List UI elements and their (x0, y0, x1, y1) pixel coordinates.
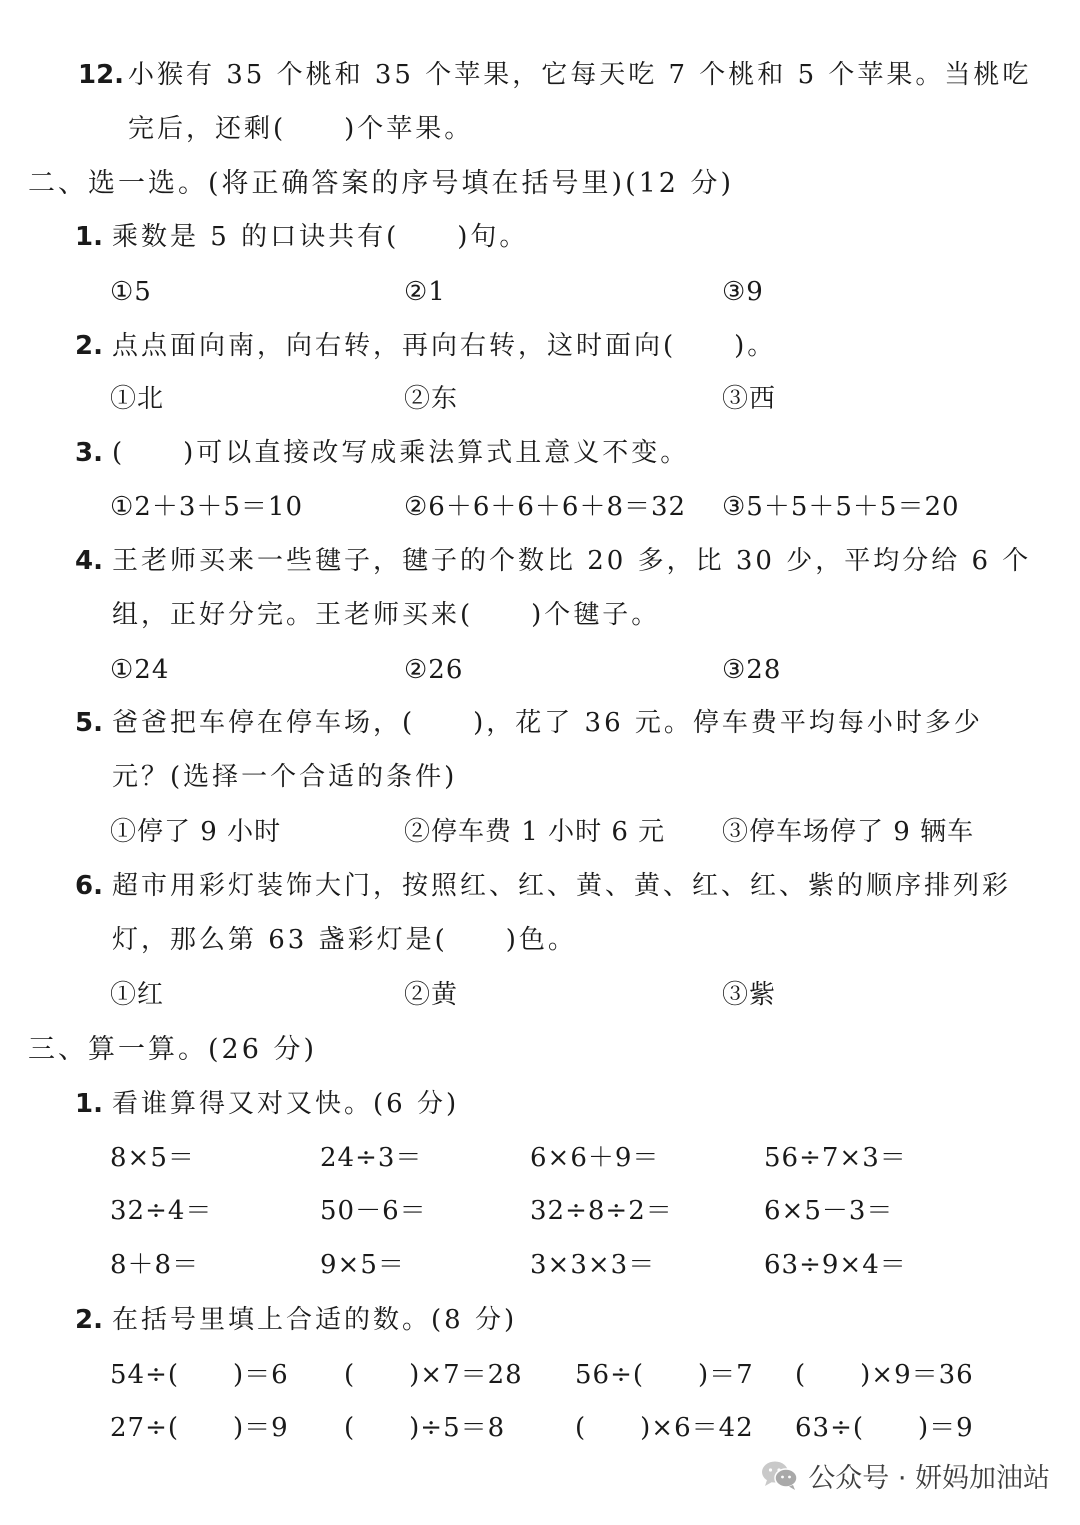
calc-expression: 50－6＝ (320, 1196, 427, 1226)
option-2: ②东 (404, 384, 459, 414)
watermark (760, 1455, 1050, 1495)
question-number: 5. (75, 708, 103, 738)
calc-expression: 24÷3＝ (320, 1143, 423, 1173)
calc-expression: 8×5＝ (110, 1143, 195, 1173)
question-text: 爸爸把车停在停车场，( )，花了 36 元。停车费平均每小时多少 (112, 708, 983, 738)
calc-expression: 32÷8÷2＝ (530, 1196, 673, 1226)
option-3: ③28 (722, 655, 782, 685)
calc-expression: 3×3×3＝ (530, 1250, 656, 1280)
wechat-icon (760, 1459, 800, 1491)
question-text: ( )可以直接改写成乘法算式且意义不变。 (112, 438, 690, 468)
calc-expression: 6×6＋9＝ (530, 1143, 660, 1173)
option-1: ①5 (110, 277, 152, 307)
question-number: 1. (75, 222, 103, 252)
option-3: ③5＋5＋5＋5＝20 (722, 492, 960, 522)
option-2: ②6＋6＋6＋6＋8＝32 (404, 492, 687, 522)
option-3: ③停车场停了 9 辆车 (722, 817, 975, 847)
question-number: 6. (75, 871, 103, 901)
calc-expression: 56÷7×3＝ (764, 1143, 907, 1173)
option-1: ①停了 9 小时 (110, 817, 282, 847)
section-heading: 二、选一选。(将正确答案的序号填在括号里)(12 分) (28, 168, 735, 199)
question-text: 乘数是 5 的口诀共有( )句。 (112, 222, 529, 252)
option-3: ③紫 (722, 980, 777, 1010)
option-2: ②1 (404, 277, 446, 307)
question-text: 超市用彩灯装饰大门，按照红、红、黄、黄、红、红、紫的顺序排列彩 (112, 871, 1012, 901)
calc-expression: 63÷9×4＝ (764, 1250, 907, 1280)
option-2: ②26 (404, 655, 464, 685)
calc-expression: 8＋8＝ (110, 1250, 200, 1280)
question-number: 3. (75, 438, 103, 468)
option-2: ②黄 (404, 980, 459, 1010)
option-3: ③9 (722, 277, 764, 307)
calc-expression: 9×5＝ (320, 1250, 405, 1280)
option-1: ①2＋3＋5＝10 (110, 492, 304, 522)
option-1: ①24 (110, 655, 170, 685)
watermark-text: 公众号 · 妍妈加油站 (808, 1462, 1050, 1494)
option-1: ①北 (110, 384, 165, 414)
option-2: ②停车费 1 小时 6 元 (404, 817, 666, 847)
question-number: 4. (75, 546, 103, 576)
question-number: 2. (75, 1305, 103, 1335)
question-number: 1. (75, 1089, 103, 1119)
question-text: 组，正好分完。王老师买来( )个毽子。 (112, 600, 661, 630)
fill-blank-expression: ( )÷5＝8 (344, 1413, 506, 1443)
fill-blank-expression: ( )×9＝36 (795, 1360, 974, 1390)
question-text: 在括号里填上合适的数。(8 分) (112, 1305, 518, 1335)
section-heading: 三、算一算。(26 分) (28, 1034, 318, 1065)
option-1: ①红 (110, 980, 165, 1010)
calc-expression: 32÷4＝ (110, 1196, 213, 1226)
question-text: 点点面向南，向右转，再向右转，这时面向( )。 (112, 331, 777, 361)
option-3: ③西 (722, 384, 777, 414)
fill-blank-expression: 27÷( )＝9 (110, 1413, 289, 1443)
calc-expression: 6×5－3＝ (764, 1196, 894, 1226)
fill-blank-expression: ( )×7＝28 (344, 1360, 523, 1390)
question-text: 看谁算得又对又快。(6 分) (112, 1089, 460, 1119)
question-text: 小猴有 35 个桃和 35 个苹果，它每天吃 7 个桃和 5 个苹果。当桃吃 (128, 60, 1032, 90)
fill-blank-expression: 56÷( )＝7 (575, 1360, 754, 1390)
question-text: 灯，那么第 63 盏彩灯是( )色。 (112, 925, 577, 955)
question-text: 王老师买来一些毽子，毽子的个数比 20 多，比 30 少，平均分给 6 个 (112, 546, 1032, 576)
question-text: 元？(选择一个合适的条件) (112, 762, 458, 792)
question-text: 完后，还剩( )个苹果。 (128, 114, 474, 144)
fill-blank-expression: 54÷( )＝6 (110, 1360, 289, 1390)
fill-blank-expression: 63÷( )＝9 (795, 1413, 974, 1443)
question-number: 2. (75, 331, 103, 361)
fill-blank-expression: ( )×6＝42 (575, 1413, 754, 1443)
question-number: 12. (78, 60, 125, 90)
